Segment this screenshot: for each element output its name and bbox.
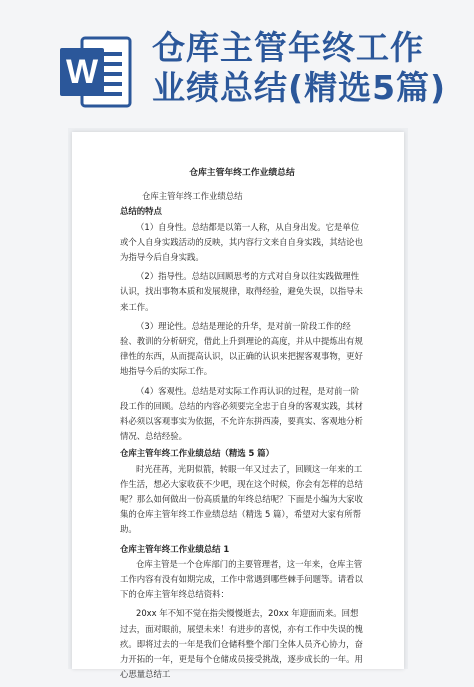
- paragraph-intro: 时光荏苒，光阴似箭，转眼一年又过去了，回顾这一年来的工作生活，想必大家收获不少吧，现在这个时候，你会有怎样的总结呢？那么如何做出一份高质量的年终总结呢？下面是小编为大家收集的仓库主管年终工作业绩总结（精选 5 篇），希望对大家有所帮助。: [120, 463, 363, 535]
- features-heading: 总结的特点: [120, 206, 162, 217]
- title-line-2: 业绩总结(精选5篇): [152, 68, 447, 107]
- document-title: 仓库主管年终工作业绩总结: [189, 168, 295, 178]
- paragraph-guidance: （2）指导性。总结以回顾思考的方式对自身以往实践做理性认识，找出事物本质和发展规律，取得经验，避免失误，以指导未来工作。: [120, 271, 363, 312]
- paragraph-self: （1）自身性。总结都是以第一人称，从自身出发。它是单位或个人自身实践活动的反映，其内容行文来自自身实践，其结论也为指导今后自身实践。: [120, 221, 363, 263]
- paragraph-section-1-intro: 仓库主管是一个仓库部门的主要管理者，这一年来，仓库主管工作内容有没有如期完成，工作中常遇到哪些棘手问题等。请看以下的仓库主管年终总结资料：: [120, 558, 363, 600]
- section-1-heading: 仓库主管年终工作业绩总结 1: [120, 543, 230, 554]
- title-line-1: 仓库主管年终工作: [152, 28, 424, 67]
- word-icon: [58, 32, 132, 112]
- page-header: [0, 0, 474, 130]
- paragraph-section-1-body: 20xx 年不知不觉在指尖慢慢逝去，20xx 年迎面而来。回想过去，面对眼前，展望未来！有进步的喜悦，亦有工作中失误的愧疚。即将过去的一年是我们仓储科整个部门全体人员齐心协力，奋力开拓的一年，更是每个仓储成员接受挑战，逐步成长的一年。用心思量总结工: [120, 608, 363, 680]
- svg-text:W: W: [65, 53, 99, 91]
- document-content: [120, 166, 364, 687]
- paragraph-theory: （3）理论性。总结是理论的升华，是对前一阶段工作的经验、教训的分析研究，借此上升到理论的高度，并从中提炼出有规律性的东西，从而提高认识，以正确的认识来把握客观事物，更好地指导今后的实际工作。: [120, 320, 363, 377]
- paragraph-objective: （4）客观性。总结是对实际工作再认识的过程，是对前一阶段工作的回顾。总结的内容必须要完全忠于自身的客观实践，其材料必须以客观事实为依据，不允许东拼西凑，要真实、客观地分析情况、总结经验。: [120, 385, 363, 442]
- page-title: [152, 28, 452, 108]
- document-page: [72, 132, 404, 680]
- document-subtitle: 仓库主管年终工作业绩总结: [142, 191, 243, 202]
- selected-heading: 仓库主管年终工作业绩总结（精选 5 篇）: [120, 448, 275, 459]
